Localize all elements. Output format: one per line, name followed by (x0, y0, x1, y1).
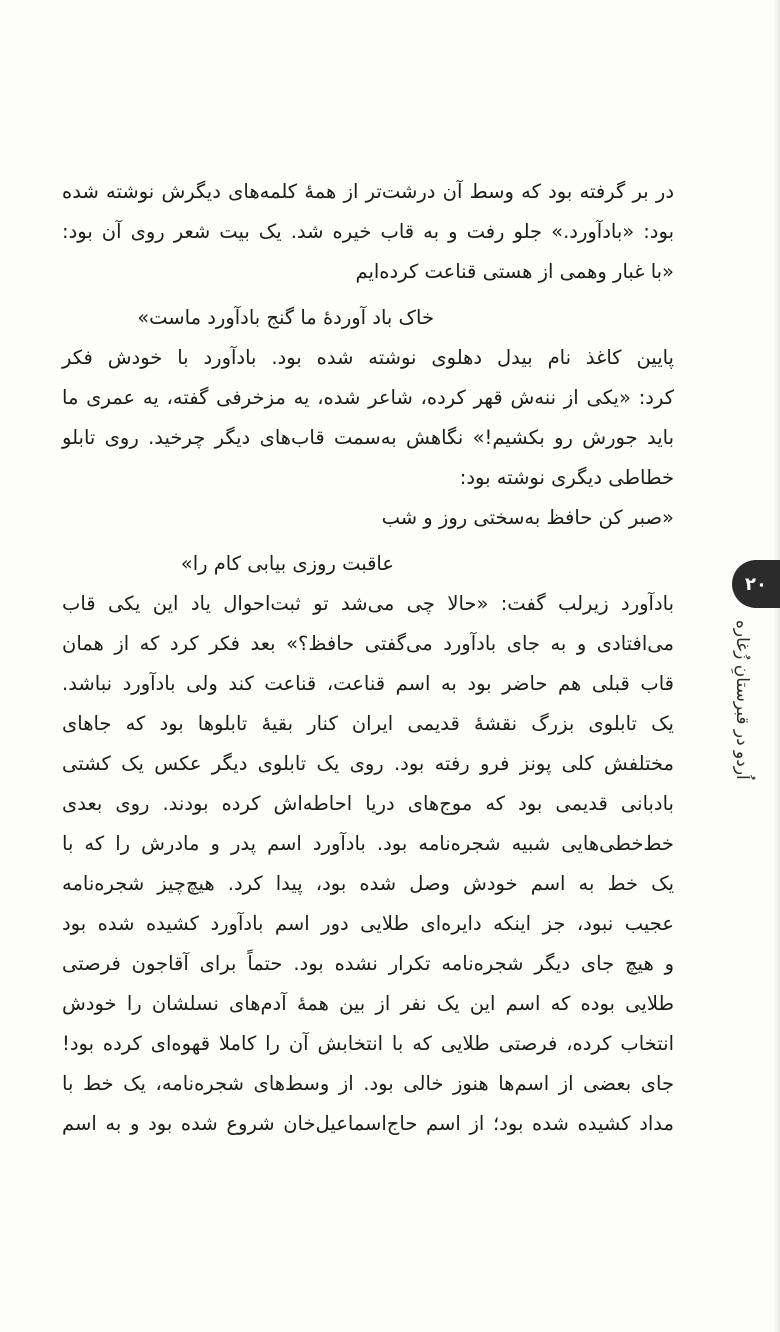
text-line: یک تابلوی بزرگ نقشهٔ قدیمی ایران کنار بقیهٔ تابلوها بود که جاهای (62, 712, 674, 735)
verse-line: «صبر کن حافظ به‌سختی روز و شب (381, 506, 674, 529)
verse-line: عاقبت روزی بیابی کام را» (180, 552, 394, 575)
text-line: انتخاب کرده، فرصتی طلایی که با انتخابش آن را کاملا قهوه‌ای کرده بود! (62, 1032, 674, 1055)
page-number: ۲۰ (732, 560, 780, 608)
text-line: خط‌خطی‌هایی شبیه شجره‌نامه بود. بادآورد اسم پدر و مادرش را که با (62, 832, 674, 855)
text-line: مختلفش کلی پونز فرو رفته بود. روی یک تابلوی دیگر عکس یک کشتی (62, 752, 674, 775)
verse-line: «با غبار وهمی از هستی قناعت کرده‌ایم (355, 260, 674, 283)
verse-line: خاک باد آوردهٔ ما گنج بادآورد ماست» (137, 306, 434, 329)
text-line: قاب قبلی هم حاضر بود به اسم قناعت، قناعت کند ولی بادآورد نباشد. (62, 672, 674, 695)
text-line: پایین کاغذ نام بیدل دهلوی نوشته شده بود. بادآورد با خودش فکر (62, 346, 674, 369)
text-line: باید جورش رو بکشیم!» نگاهش به‌سمت قاب‌های دیگر چرخید. روی تابلو (62, 426, 674, 449)
text-line: کرد: «یکی از ننه‌ش قهر کرده، شاعر شده، یه مزخرفی گفته، یه عمری ما (62, 386, 674, 409)
side-margin (718, 560, 766, 780)
running-head: اُردو در قبرستانِ زُغاره (732, 620, 752, 780)
text-line: خطاطی دیگری نوشته بود: (459, 466, 674, 489)
page-edge (774, 0, 780, 1332)
text-line: مداد کشیده شده بود؛ از اسم حاج‌اسماعیل‌خان شروع شده بود و به اسم (62, 1112, 674, 1135)
text-line: طلایی بوده که اسم این یک نفر از بین همهٔ آدم‌های نسلشان را خودش (62, 992, 674, 1015)
text-line: بادآورد زیرلب گفت: «حالا چی می‌شد تو ثبت‌احوال یاد این یکی قاب (62, 592, 674, 615)
text-line: در بر گرفته بود که وسط آن درشت‌تر از همهٔ کلمه‌های دیگرش نوشته شده (62, 180, 674, 203)
text-line: عجیب نبود، جز اینکه دایره‌ای طلایی دور اسم بادآورد کشیده شده بود (62, 912, 674, 935)
text-line: بود: «بادآورد.» جلو رفت و به قاب خیره شد. یک بیت شعر روی آن بود: (62, 220, 674, 243)
text-line: می‌افتادی و به جای بادآورد می‌گفتی حافظ؟» بعد فکر کرد که از همان (62, 632, 674, 655)
body-text (62, 172, 674, 1144)
text-line: بادبانی قدیمی بود که موج‌های دریا احاطه‌اش کرده بودند. روی بعدی (62, 792, 674, 815)
text-line: جای بعضی از اسم‌ها هنوز خالی بود. از وسط‌های شجره‌نامه، یک خط با (62, 1072, 674, 1095)
text-line: و هیچ جای دیگر شجره‌نامه تکرار نشده بود. حتماً برای آقاجون فرصتی (62, 952, 674, 975)
text-line: یک خط به اسم خودش وصل شده بود، پیدا کرد. هیچ‌چیز شجره‌نامه (62, 872, 674, 895)
